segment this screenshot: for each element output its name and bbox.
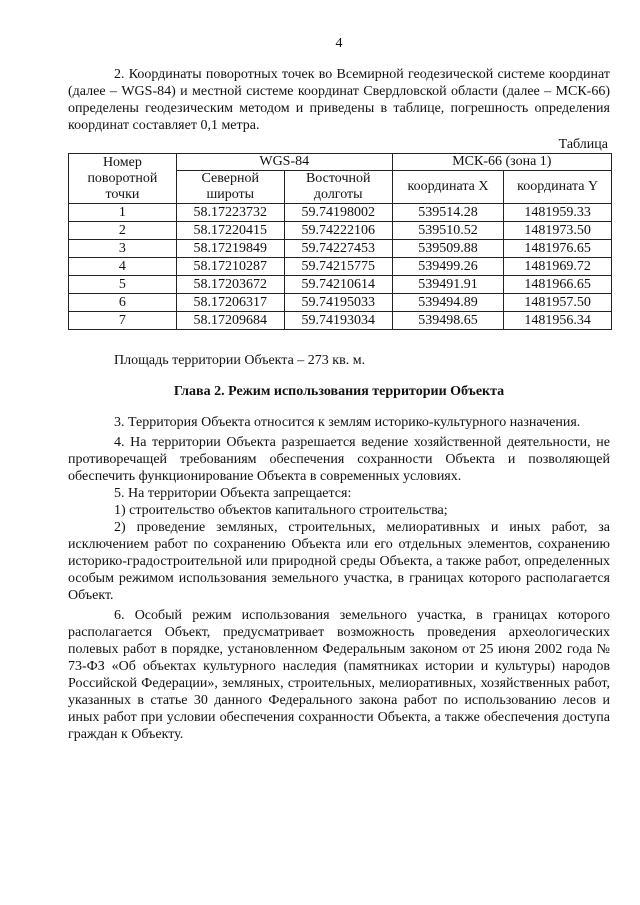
cell-y: 1481976.65 [504, 240, 612, 258]
cell-north: 58.17209684 [176, 312, 284, 330]
header-east-longitude: Восточной долготы [284, 171, 392, 204]
paragraph-5-item-1: 1) строительство объектов капитального строительства; [114, 503, 448, 518]
table-row [69, 258, 612, 276]
paragraph-3: 3. Территория Объекта относится к землям историко-культурного назначения. [114, 415, 581, 430]
table-row [69, 294, 612, 312]
table-caption: Таблица [558, 137, 608, 152]
cell-point: 7 [69, 312, 177, 330]
header-point-number: Номер поворотной точки [69, 154, 177, 204]
cell-y: 1481969.72 [504, 258, 612, 276]
cell-east: 59.74195033 [284, 294, 392, 312]
cell-point: 5 [69, 276, 177, 294]
cell-point: 6 [69, 294, 177, 312]
header-coordinate-y: координата Y [504, 171, 612, 204]
cell-x: 539514.28 [392, 204, 504, 222]
cell-north: 58.17220415 [176, 222, 284, 240]
cell-east: 59.74210614 [284, 276, 392, 294]
cell-east: 59.74227453 [284, 240, 392, 258]
table-row [69, 240, 612, 258]
page-number: 4 [335, 36, 343, 51]
cell-x: 539498.65 [392, 312, 504, 330]
paragraph-6: 6. Особый режим использования земельного участка, в границах которого располагается Объект, предусматривает возможность проведения археологических полевых работ в порядке, установленном Федеральным законом от 25 июня 2002 года № 73-ФЗ «Об объектах культурного наследия (памятниках истории и культуры) народов Российской Федерации», земляных, строительных, мелиоративных, хозяйственных работ, указанных в статье 30 данного Федерального закона работ по использованию лесов и иных работ при условии обеспечения сохранности Объекта, а также обеспечения доступа граждан к Объекту. [68, 608, 610, 742]
cell-x: 539499.26 [392, 258, 504, 276]
cell-x: 539510.52 [392, 222, 504, 240]
cell-east: 59.74198002 [284, 204, 392, 222]
header-coordinate-x: координата X [392, 171, 504, 204]
cell-north: 58.17223732 [176, 204, 284, 222]
chapter-body [68, 414, 610, 743]
cell-y: 1481957.50 [504, 294, 612, 312]
cell-point: 3 [69, 240, 177, 258]
paragraph-5-item-2: 2) проведение земляных, строительных, мелиоративных и иных работ, за исключением работ по сохранению Объекта или его отдельных элементов, сохранению историко-градостроительной или природной среды Объекта, а также работ, определенных особым режимом использования земельного участка, в границах которого располагается Объект. [68, 520, 610, 603]
cell-y: 1481956.34 [504, 312, 612, 330]
paragraph-2-coordinates: 2. Координаты поворотных точек во Всемирной геодезической системе координат (далее – WGS-84) и местной системе координат Свердловской области (далее – МСК-66) определены геодезическим методом и приведены в таблице, погрешность определения координат составляет 0,1 метра. [68, 67, 610, 133]
header-msk66: МСК-66 (зона 1) [392, 154, 611, 171]
table-row [69, 312, 612, 330]
cell-y: 1481959.33 [504, 204, 612, 222]
coordinates-table [68, 153, 612, 330]
cell-north: 58.17206317 [176, 294, 284, 312]
paragraph-5: 5. На территории Объекта запрещается: [114, 486, 352, 501]
cell-north: 58.17219849 [176, 240, 284, 258]
cell-point: 4 [69, 258, 177, 276]
cell-north: 58.17210287 [176, 258, 284, 276]
table-row [69, 222, 612, 240]
cell-y: 1481973.50 [504, 222, 612, 240]
cell-x: 539494.89 [392, 294, 504, 312]
header-wgs84: WGS-84 [176, 154, 392, 171]
paragraph-4: 4. На территории Объекта разрешается ведение хозяйственной деятельности, не противоречащей требованиям обеспечения сохранности Объекта и позволяющей обеспечить функционирование Объекта в современных условиях. [68, 435, 610, 484]
cell-x: 539509.88 [392, 240, 504, 258]
chapter-title: Глава 2. Режим использования территории Объекта [173, 384, 505, 399]
cell-point: 1 [69, 204, 177, 222]
table-row [69, 204, 612, 222]
header-north-latitude: Северной широты [176, 171, 284, 204]
cell-y: 1481966.65 [504, 276, 612, 294]
cell-point: 2 [69, 222, 177, 240]
area-statement: Площадь территории Объекта – 273 кв. м. [114, 353, 366, 368]
table-row [69, 276, 612, 294]
cell-east: 59.74222106 [284, 222, 392, 240]
cell-north: 58.17203672 [176, 276, 284, 294]
cell-east: 59.74193034 [284, 312, 392, 330]
cell-x: 539491.91 [392, 276, 504, 294]
cell-east: 59.74215775 [284, 258, 392, 276]
